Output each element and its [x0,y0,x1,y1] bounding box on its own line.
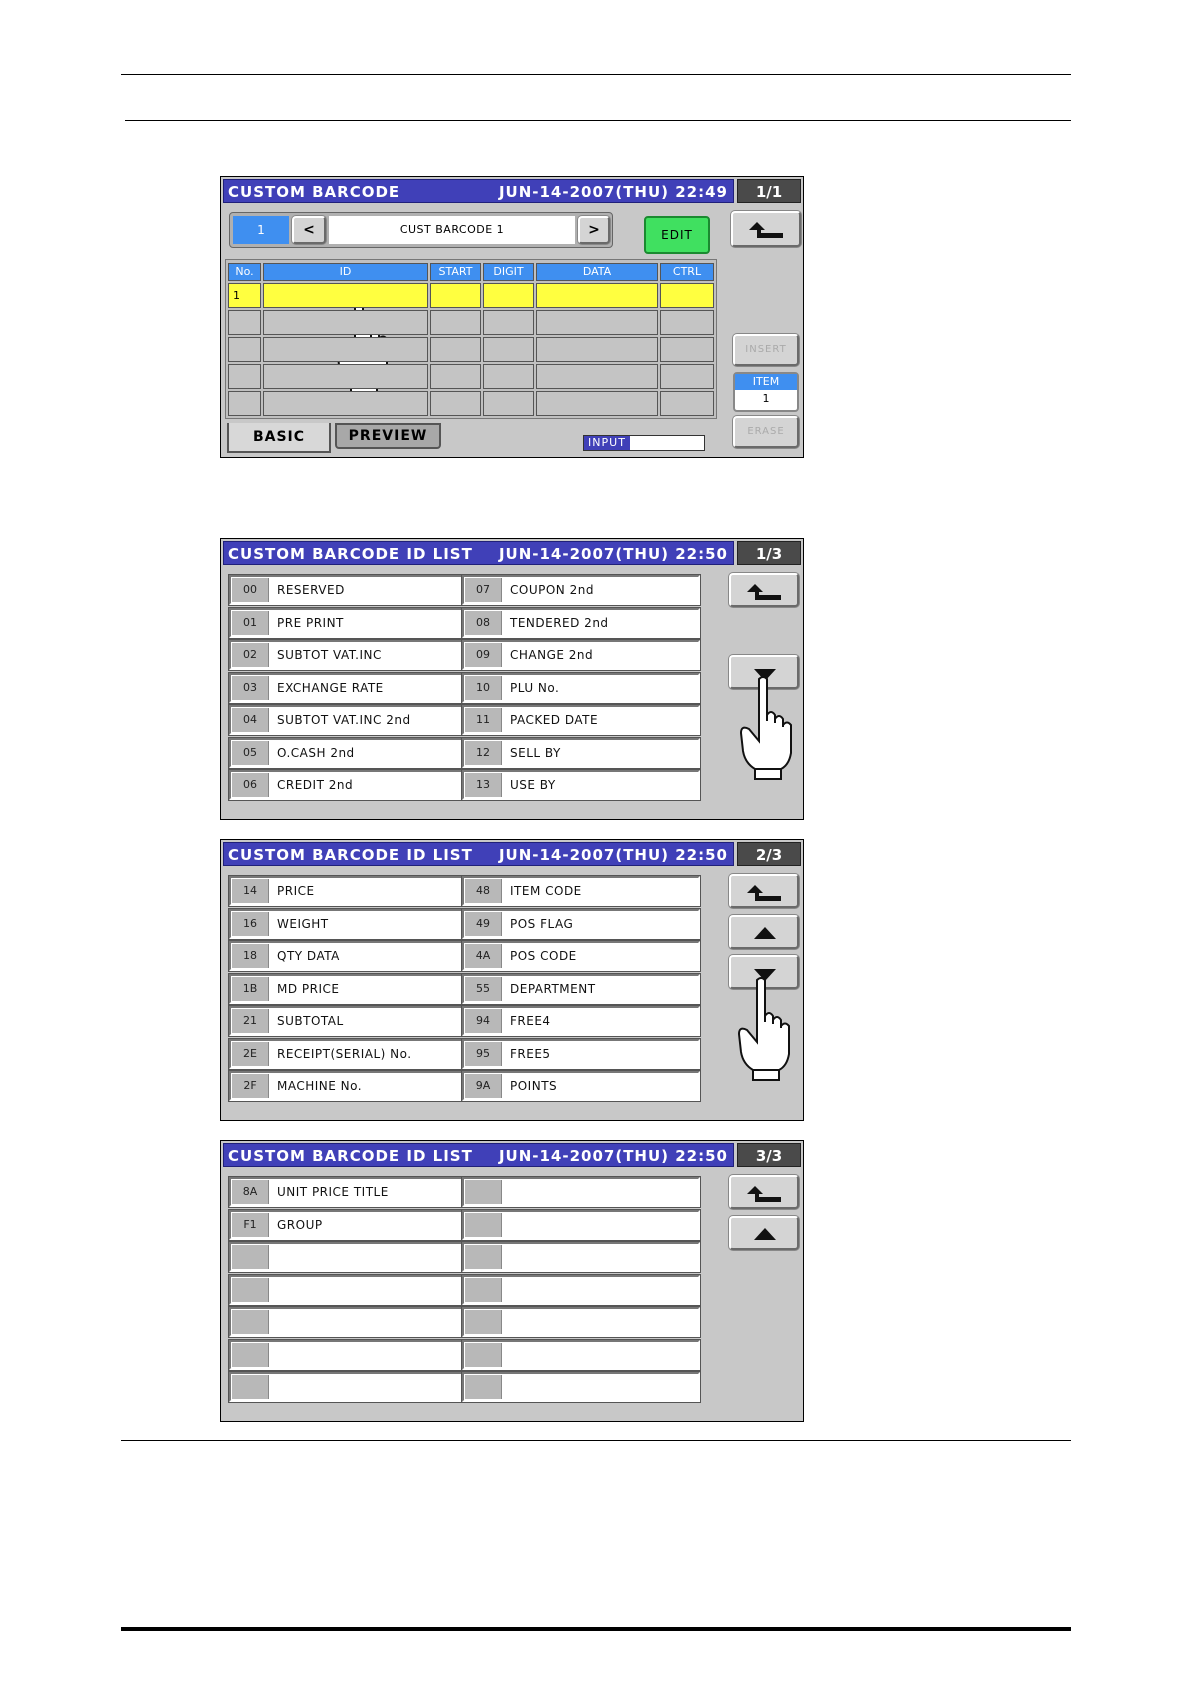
screen-title: CUSTOM BARCODE ID LIST [228,1147,473,1165]
id-list-item[interactable] [229,770,467,800]
id-name: POS CODE [510,949,577,963]
id-list-item[interactable] [229,974,467,1004]
screen-title: CUSTOM BARCODE ID LIST [228,846,473,864]
id-code: 8A [232,1180,269,1204]
title-bar [223,842,734,866]
input-indicator [583,435,705,451]
return-arrow-icon [745,1183,785,1205]
id-code: 14 [232,879,269,903]
id-list-item[interactable] [229,909,467,939]
selected-row-cell[interactable] [536,283,658,308]
page-indicator: 1/3 [737,541,801,565]
table-cell[interactable] [536,391,658,416]
id-list-item[interactable] [462,673,700,703]
table-cell[interactable] [430,364,481,389]
id-code [232,1343,269,1367]
title-bar [223,1143,734,1167]
id-name: USE BY [510,778,556,792]
id-code [465,1375,502,1399]
id-list-item[interactable] [229,941,467,971]
id-list-item[interactable] [229,738,467,768]
id-list-screen-page-2 [220,839,804,1121]
id-list-item[interactable] [229,640,467,670]
table-cell[interactable] [536,337,658,362]
id-list-item[interactable] [229,1340,467,1370]
id-code [232,1310,269,1334]
id-list-screen-page-1 [220,538,804,820]
table-cell[interactable] [228,310,261,335]
datetime: JUN-14-2007(THU) 22:50 [498,545,728,563]
id-list-item[interactable] [229,1307,467,1337]
id-code: 01 [232,611,269,635]
id-code: 49 [465,912,502,936]
back-button[interactable] [731,211,801,247]
selected-row-cell[interactable] [263,283,428,308]
insert-button[interactable]: INSERT [733,334,799,366]
screen-title: CUSTOM BARCODE ID LIST [228,545,473,563]
id-list-item[interactable] [229,1039,467,1069]
title-bar [223,179,734,203]
id-name: CHANGE 2nd [510,648,594,662]
id-code: 1B [232,977,269,1001]
id-list-item[interactable] [462,1006,700,1036]
id-code: 09 [465,643,502,667]
table-cell[interactable] [660,391,714,416]
id-list-item[interactable] [462,1340,700,1370]
id-name: GROUP [277,1217,323,1232]
id-list-item[interactable] [462,1210,700,1240]
id-code: 03 [232,676,269,700]
screen-title: CUSTOM BARCODE [228,183,401,201]
title-bar [223,541,734,565]
record-number[interactable]: 1 [233,216,289,244]
id-list-item[interactable] [229,705,467,735]
id-code: 9A [465,1074,502,1098]
item-counter [733,372,799,412]
id-name: PACKED DATE [510,713,599,727]
id-code [465,1278,502,1302]
id-list-item[interactable] [462,1039,700,1069]
table-cell[interactable] [483,391,534,416]
pointing-hand-icon [735,976,795,1086]
id-name: SUBTOT VAT.INC [277,648,382,662]
id-code: F1 [232,1213,269,1237]
id-code: 12 [465,741,502,765]
id-name: RECEIPT(SERIAL) No. [277,1046,412,1061]
id-code: 2F [232,1074,269,1098]
table-cell[interactable] [430,310,481,335]
id-code: 4A [465,944,502,968]
id-code: 10 [465,676,502,700]
id-code: 08 [465,611,502,635]
id-list-item[interactable] [229,673,467,703]
table-cell[interactable] [660,337,714,362]
id-code: 02 [232,643,269,667]
record-selector [229,212,613,248]
table-cell[interactable] [430,337,481,362]
id-list-item[interactable] [462,1071,700,1101]
table-cell[interactable] [483,310,534,335]
id-code: 00 [232,578,269,602]
column-header: CTRL [660,263,714,281]
column-header: ID [263,263,428,281]
datetime: JUN-14-2007(THU) 22:49 [498,183,728,201]
selected-row-cell[interactable] [483,283,534,308]
footer-rule [121,1627,1071,1631]
erase-button[interactable]: ERASE [733,416,799,448]
id-name: SUBTOTAL [277,1014,344,1028]
item-label: ITEM [735,374,797,390]
id-code: 05 [232,741,269,765]
id-name: POS FLAG [510,916,574,931]
id-code [465,1310,502,1334]
id-list-item[interactable] [462,876,700,906]
column-header: DIGIT [483,263,534,281]
id-code [465,1213,502,1237]
selected-row-cell[interactable] [660,283,714,308]
top-rule [121,74,1071,75]
id-code: 55 [465,977,502,1001]
table-cell[interactable] [660,310,714,335]
id-code: 94 [465,1009,502,1033]
id-name: MACHINE No. [277,1079,363,1093]
id-list-item[interactable] [462,705,700,735]
id-list-item[interactable] [462,1372,700,1402]
return-arrow-icon [745,882,785,904]
id-code: 06 [232,773,269,797]
return-arrow-icon [745,581,785,603]
id-name: COUPON 2nd [510,583,594,597]
up-triangle-icon [745,1224,785,1246]
id-name: CREDIT 2nd [277,778,354,792]
id-code: 18 [232,944,269,968]
id-code: 13 [465,773,502,797]
id-list-item[interactable] [462,608,700,638]
table-cell[interactable] [263,364,428,389]
id-list-item[interactable] [229,876,467,906]
id-list-item[interactable] [229,1177,467,1207]
id-list-item[interactable] [229,1210,467,1240]
id-list-item[interactable] [462,1275,700,1305]
id-name: SELL BY [510,745,561,760]
id-name: O.CASH 2nd [277,745,355,760]
id-list-item[interactable] [462,1242,700,1272]
id-name: MD PRICE [277,981,340,996]
id-code: 16 [232,912,269,936]
id-name: TENDERED 2nd [510,615,609,630]
page-indicator: 2/3 [737,842,801,866]
id-list-item[interactable] [462,974,700,1004]
id-list-item[interactable] [462,738,700,768]
next-record-button[interactable]: > [578,216,610,244]
table-cell[interactable] [660,364,714,389]
datetime: JUN-14-2007(THU) 22:50 [498,846,728,864]
id-code [465,1343,502,1367]
id-code: 21 [232,1009,269,1033]
id-code [232,1278,269,1302]
column-header: DATA [536,263,658,281]
id-code: 95 [465,1042,502,1066]
id-code: 07 [465,578,502,602]
id-name: PRICE [277,884,315,898]
tab-basic[interactable]: BASIC [227,423,331,453]
id-list-item[interactable] [229,1372,467,1402]
page-indicator: 1/1 [737,179,801,203]
return-arrow-icon [747,219,787,241]
scroll-up-button[interactable] [729,1216,799,1250]
id-name: PLU No. [510,680,560,695]
id-name: POINTS [510,1079,558,1093]
id-code [465,1180,502,1204]
back-button[interactable] [729,874,799,908]
table-cell[interactable] [483,337,534,362]
id-name: UNIT PRICE TITLE [277,1185,389,1199]
id-code [232,1375,269,1399]
back-button[interactable] [729,1175,799,1209]
id-name: ITEM CODE [510,884,582,898]
id-name: PRE PRINT [277,615,344,630]
id-list-item[interactable] [462,770,700,800]
selected-row-cell[interactable]: 1 [228,283,261,308]
column-header: No. [228,263,261,281]
id-code: 48 [465,879,502,903]
id-list-screen-page-3 [220,1140,804,1422]
table-cell[interactable] [228,337,261,362]
table-cell[interactable] [536,364,658,389]
back-button[interactable] [729,573,799,607]
pointing-hand-icon [737,675,797,785]
page-indicator: 3/3 [737,1143,801,1167]
id-list-item[interactable] [462,1177,700,1207]
table-cell[interactable] [430,391,481,416]
custom-barcode-screen [220,176,804,458]
id-code: 04 [232,708,269,732]
id-list-item[interactable] [229,1242,467,1272]
prev-record-button[interactable]: < [292,216,326,244]
id-list-item[interactable] [462,640,700,670]
id-name: WEIGHT [277,916,329,931]
table-cell[interactable] [263,337,428,362]
id-list-item[interactable] [229,575,467,605]
table-cell[interactable] [228,364,261,389]
tab-preview[interactable]: PREVIEW [335,423,441,449]
up-triangle-icon [745,923,785,945]
id-name: FREE5 [510,1046,551,1061]
id-code [465,1245,502,1269]
id-list-item[interactable] [462,909,700,939]
table-cell[interactable] [483,364,534,389]
id-name: DEPARTMENT [510,981,596,996]
input-label: INPUT [584,436,630,450]
id-list-item[interactable] [462,941,700,971]
id-code: 11 [465,708,502,732]
table-cell[interactable] [263,391,428,416]
id-code [232,1245,269,1269]
header-rule [125,120,1071,121]
table-cell[interactable] [536,310,658,335]
id-list-item[interactable] [462,1307,700,1337]
item-value: 1 [762,392,770,405]
id-list-item[interactable] [229,1275,467,1305]
id-name: EXCHANGE RATE [277,680,384,695]
id-name: SUBTOT VAT.INC 2nd [277,713,411,727]
table-cell[interactable] [228,391,261,416]
selected-row-cell[interactable] [430,283,481,308]
id-list-item[interactable] [229,608,467,638]
scroll-up-button[interactable] [729,915,799,949]
id-list-item[interactable] [229,1006,467,1036]
datetime: JUN-14-2007(THU) 22:50 [498,1147,728,1165]
section-rule [121,1440,1071,1441]
id-code: 2E [232,1042,269,1066]
column-header: START [430,263,481,281]
edit-button[interactable]: EDIT [644,216,710,254]
record-name: CUST BARCODE 1 [329,216,575,244]
id-name: FREE4 [510,1014,551,1028]
id-list-item[interactable] [229,1071,467,1101]
table-cell[interactable] [263,310,428,335]
id-list-item[interactable] [462,575,700,605]
id-name: QTY DATA [277,949,340,963]
id-name: RESERVED [277,583,345,597]
